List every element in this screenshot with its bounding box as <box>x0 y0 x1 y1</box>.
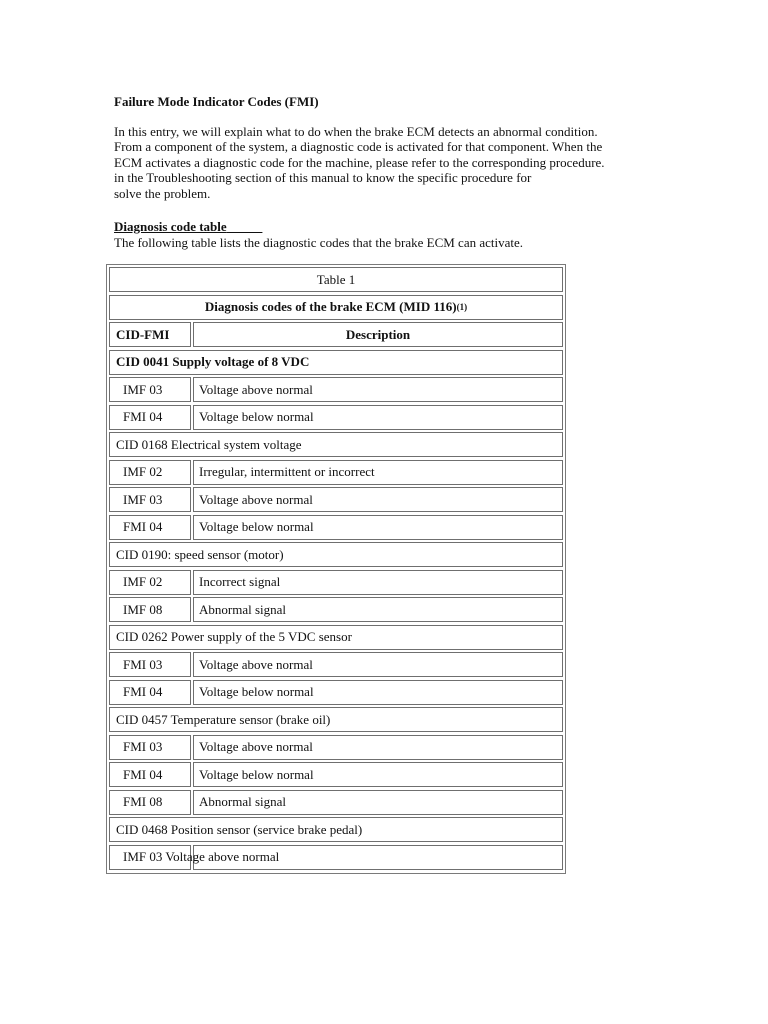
diagnosis-code-table <box>106 264 566 874</box>
code-cell: IMF 03 <box>109 487 191 512</box>
table-row <box>109 487 563 512</box>
description-cell: Voltage above normal <box>193 735 563 760</box>
intro-line: In this entry, we will explain what to do when the brake ECM detects an abnormal condition. <box>114 124 598 139</box>
table-title: Diagnosis codes of the brake ECM (MID 116) (1) <box>109 295 563 320</box>
table-row <box>109 652 563 677</box>
table-row <box>109 845 563 870</box>
table-title-text: Diagnosis codes of the brake ECM (MID 116) <box>204 299 457 314</box>
table-group-row <box>109 432 563 457</box>
description-cell: Voltage below normal <box>193 680 563 705</box>
description-cell: Irregular, intermittent or incorrect <box>193 460 563 485</box>
table-title-row <box>109 295 563 320</box>
table-group-row <box>109 625 563 650</box>
description-cell: Incorrect signal <box>193 570 563 595</box>
table-row <box>109 460 563 485</box>
code-cell: FMI 03 <box>109 652 191 677</box>
section-title <box>114 219 262 235</box>
description-cell: Abnormal signal <box>193 597 563 622</box>
intro-line: in the Troubleshooting section of this manual to know the specific procedure for <box>114 170 532 186</box>
code-cell: IMF 03 Voltage above normal <box>109 845 191 870</box>
code-cell: FMI 08 <box>109 790 191 815</box>
table-row <box>109 790 563 815</box>
code-cell: IMF 08 <box>109 597 191 622</box>
code-cell: FMI 04 <box>109 762 191 787</box>
table-group-row <box>109 817 563 842</box>
table-group-row <box>109 350 563 375</box>
table-row <box>109 377 563 402</box>
group-label: CID 0190: speed sensor (motor) <box>109 542 563 567</box>
column-header-description: Description <box>193 322 563 347</box>
table-caption-row <box>109 267 563 292</box>
description-cell: Voltage below normal <box>193 405 563 430</box>
section-title-text: Diagnosis code table <box>114 219 227 234</box>
description-cell: Abnormal signal <box>193 790 563 815</box>
section-description: The following table lists the diagnostic codes that the brake ECM can activate. <box>114 235 524 250</box>
table-group-row <box>109 707 563 732</box>
code-cell: FMI 04 <box>109 515 191 540</box>
group-label: CID 0168 Electrical system voltage <box>109 432 563 457</box>
group-label: CID 0041 Supply voltage of 8 VDC <box>109 350 563 375</box>
description-cell: Voltage above normal <box>193 652 563 677</box>
table-row <box>109 735 563 760</box>
description-cell: Voltage below normal <box>193 515 563 540</box>
intro-paragraph <box>114 124 654 201</box>
description-cell: Voltage above normal <box>193 487 563 512</box>
table-group-row <box>109 542 563 567</box>
table-row <box>109 515 563 540</box>
intro-line: solve the problem. <box>114 185 211 201</box>
table-row <box>109 597 563 622</box>
code-cell: IMF 02 <box>109 460 191 485</box>
description-cell: Voltage above normal <box>193 377 563 402</box>
group-label: CID 0468 Position sensor (service brake pedal) <box>109 817 563 842</box>
description-cell: Voltage below normal <box>193 762 563 787</box>
table-row <box>109 762 563 787</box>
group-label: CID 0262 Power supply of the 5 VDC sensor <box>109 625 563 650</box>
table-caption: Table 1 <box>109 267 563 292</box>
code-cell: IMF 02 <box>109 570 191 595</box>
code-cell: FMI 04 <box>109 405 191 430</box>
intro-line: From a component of the system, a diagnostic code is activated for that component. When the <box>114 139 603 155</box>
table-row <box>109 680 563 705</box>
page-heading: Failure Mode Indicator Codes (FMI) <box>114 94 319 109</box>
code-cell: FMI 03 <box>109 735 191 760</box>
code-cell: FMI 04 <box>109 680 191 705</box>
column-header-cid-fmi: CID-FMI <box>109 322 191 347</box>
table-row <box>109 570 563 595</box>
table-row <box>109 405 563 430</box>
table-header-row <box>109 322 563 347</box>
code-cell: IMF 03 <box>109 377 191 402</box>
intro-line: ECM activates a diagnostic code for the machine, please refer to the corresponding procedure. <box>114 154 605 170</box>
group-label: CID 0457 Temperature sensor (brake oil) <box>109 707 563 732</box>
